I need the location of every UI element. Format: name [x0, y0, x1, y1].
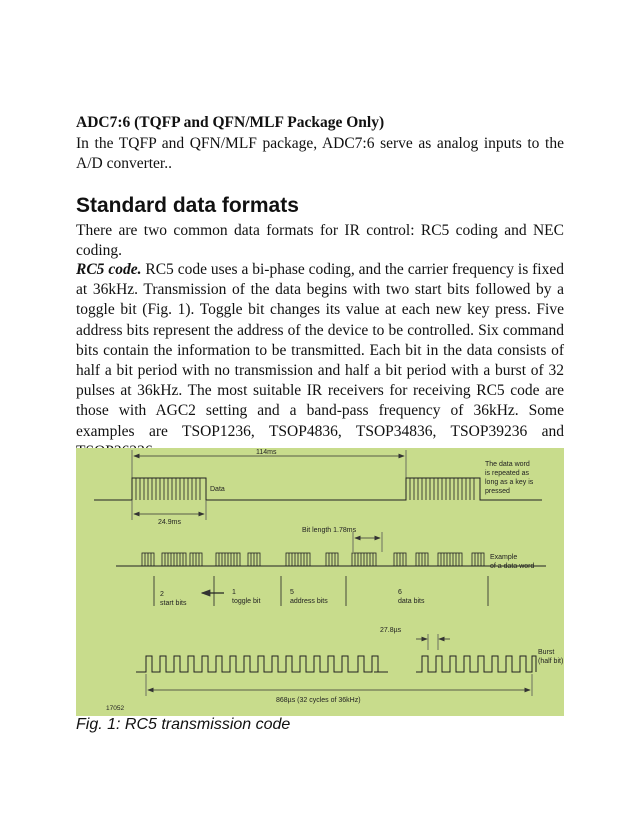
intro-paragraph: There are two common data formats for IR control: RC5 coding and NEC coding. — [76, 222, 564, 259]
rc5-lead: RC5 code. — [76, 261, 142, 278]
figure-id: 17052 — [106, 705, 125, 712]
toggle-bit-count: 1 — [232, 589, 236, 596]
data-label: Data — [210, 486, 225, 493]
burst-label-1: Burst — [538, 649, 555, 656]
example-label-2: of a data word — [490, 563, 535, 570]
section-paragraph: In the TQFP and QFN/MLF package, ADC7:6 serve as analog inputs to the A/D converter.. — [76, 135, 564, 172]
burst-label-2: (half bit) — [538, 658, 564, 665]
repeat-note-3: long as a key is — [485, 479, 534, 486]
duration-label: 868µs (32 cycles of 36kHz) — [276, 697, 361, 704]
data-bits-label: data bits — [398, 598, 425, 605]
rc5-diagram — [76, 448, 564, 716]
start-bits-label: start bits — [160, 600, 187, 607]
start-bits-count: 2 — [160, 591, 164, 598]
bit-length-label: Bit length 1.78ms — [302, 527, 357, 534]
width-label: 24.9ms — [158, 519, 181, 526]
repeat-note-1: The data word — [485, 461, 530, 468]
figure-caption: Fig. 1: RC5 transmission code — [76, 716, 291, 733]
rc5-paragraph — [76, 260, 564, 462]
data-bits-count: 6 — [398, 589, 402, 596]
repeat-note-4: pressed — [485, 488, 510, 495]
address-bits-label: address bits — [290, 598, 328, 605]
pulse-width-label: 27.8µs — [380, 627, 402, 634]
standard-data-formats-heading: Standard data formats — [76, 194, 299, 217]
example-label-1: Example — [490, 554, 518, 561]
repeat-note-2: is repeated as — [485, 470, 529, 477]
address-bits-count: 5 — [290, 589, 294, 596]
rc5-text: RC5 code uses a bi-phase coding, and the carrier frequency is fixed at 36kHz. Transmission of the data begins with two start bits followed by a toggle bit (Fig. 1). Toggle bit changes its value at each new key press. Five address bits represent the address of the device to be controlled. Six command bits contain the information to be transmitted. Each bit in the data consists of half a bit period with no transmission and half a bit period with a burst of 32 pulses at 36kHz. The most suitable IR receivers for receiving RC5 code are those with AGC2 setting and a band-pass frequency of 36kHz. Some examples are TSOP1236, TSOP4836, TSOP34836, TSOP39236 and — [76, 261, 564, 440]
toggle-bit-label: toggle bit — [232, 598, 261, 605]
section-heading: ADC7:6 (TQFP and QFN/MLF Package Only) — [76, 114, 385, 131]
rc5-figure — [76, 448, 564, 716]
period-label: 114ms — [256, 449, 277, 456]
